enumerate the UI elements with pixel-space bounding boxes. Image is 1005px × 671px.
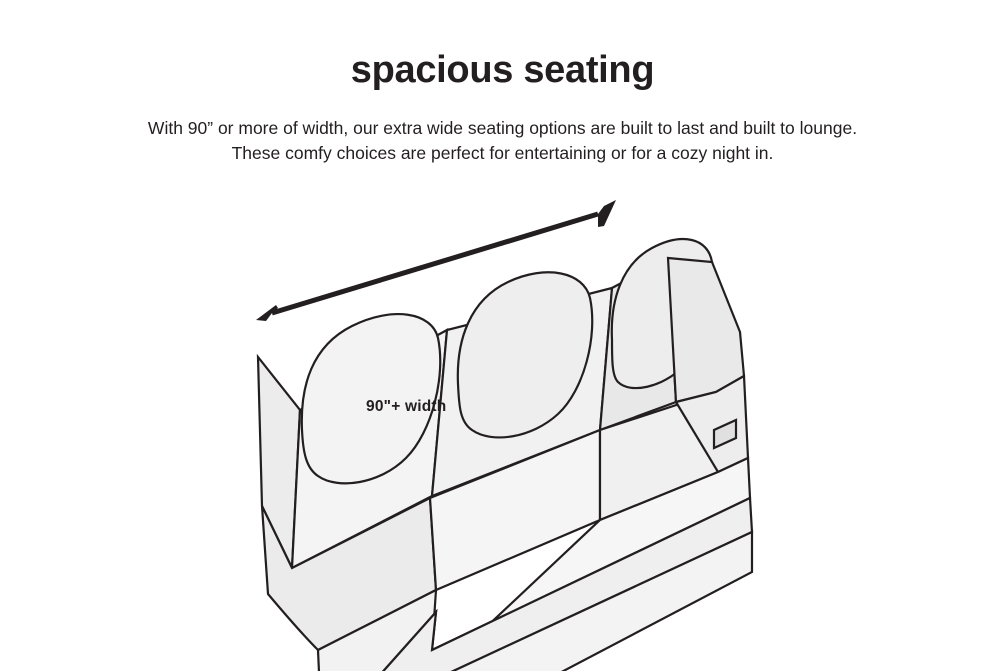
page-subtitle	[88, 116, 918, 167]
sofa-drawing-svg	[0, 180, 1005, 671]
sofa-illustration	[0, 180, 1005, 671]
dimension-label: 90"+ width	[366, 398, 447, 415]
subtitle-line-1: With 90” or more of width, our extra wide seating options are built to last and built to lounge.	[147, 118, 858, 138]
subtitle-line-2: These comfy choices are perfect for entertaining or for a cozy night in.	[231, 143, 774, 164]
page-title: spacious seating	[350, 49, 655, 91]
